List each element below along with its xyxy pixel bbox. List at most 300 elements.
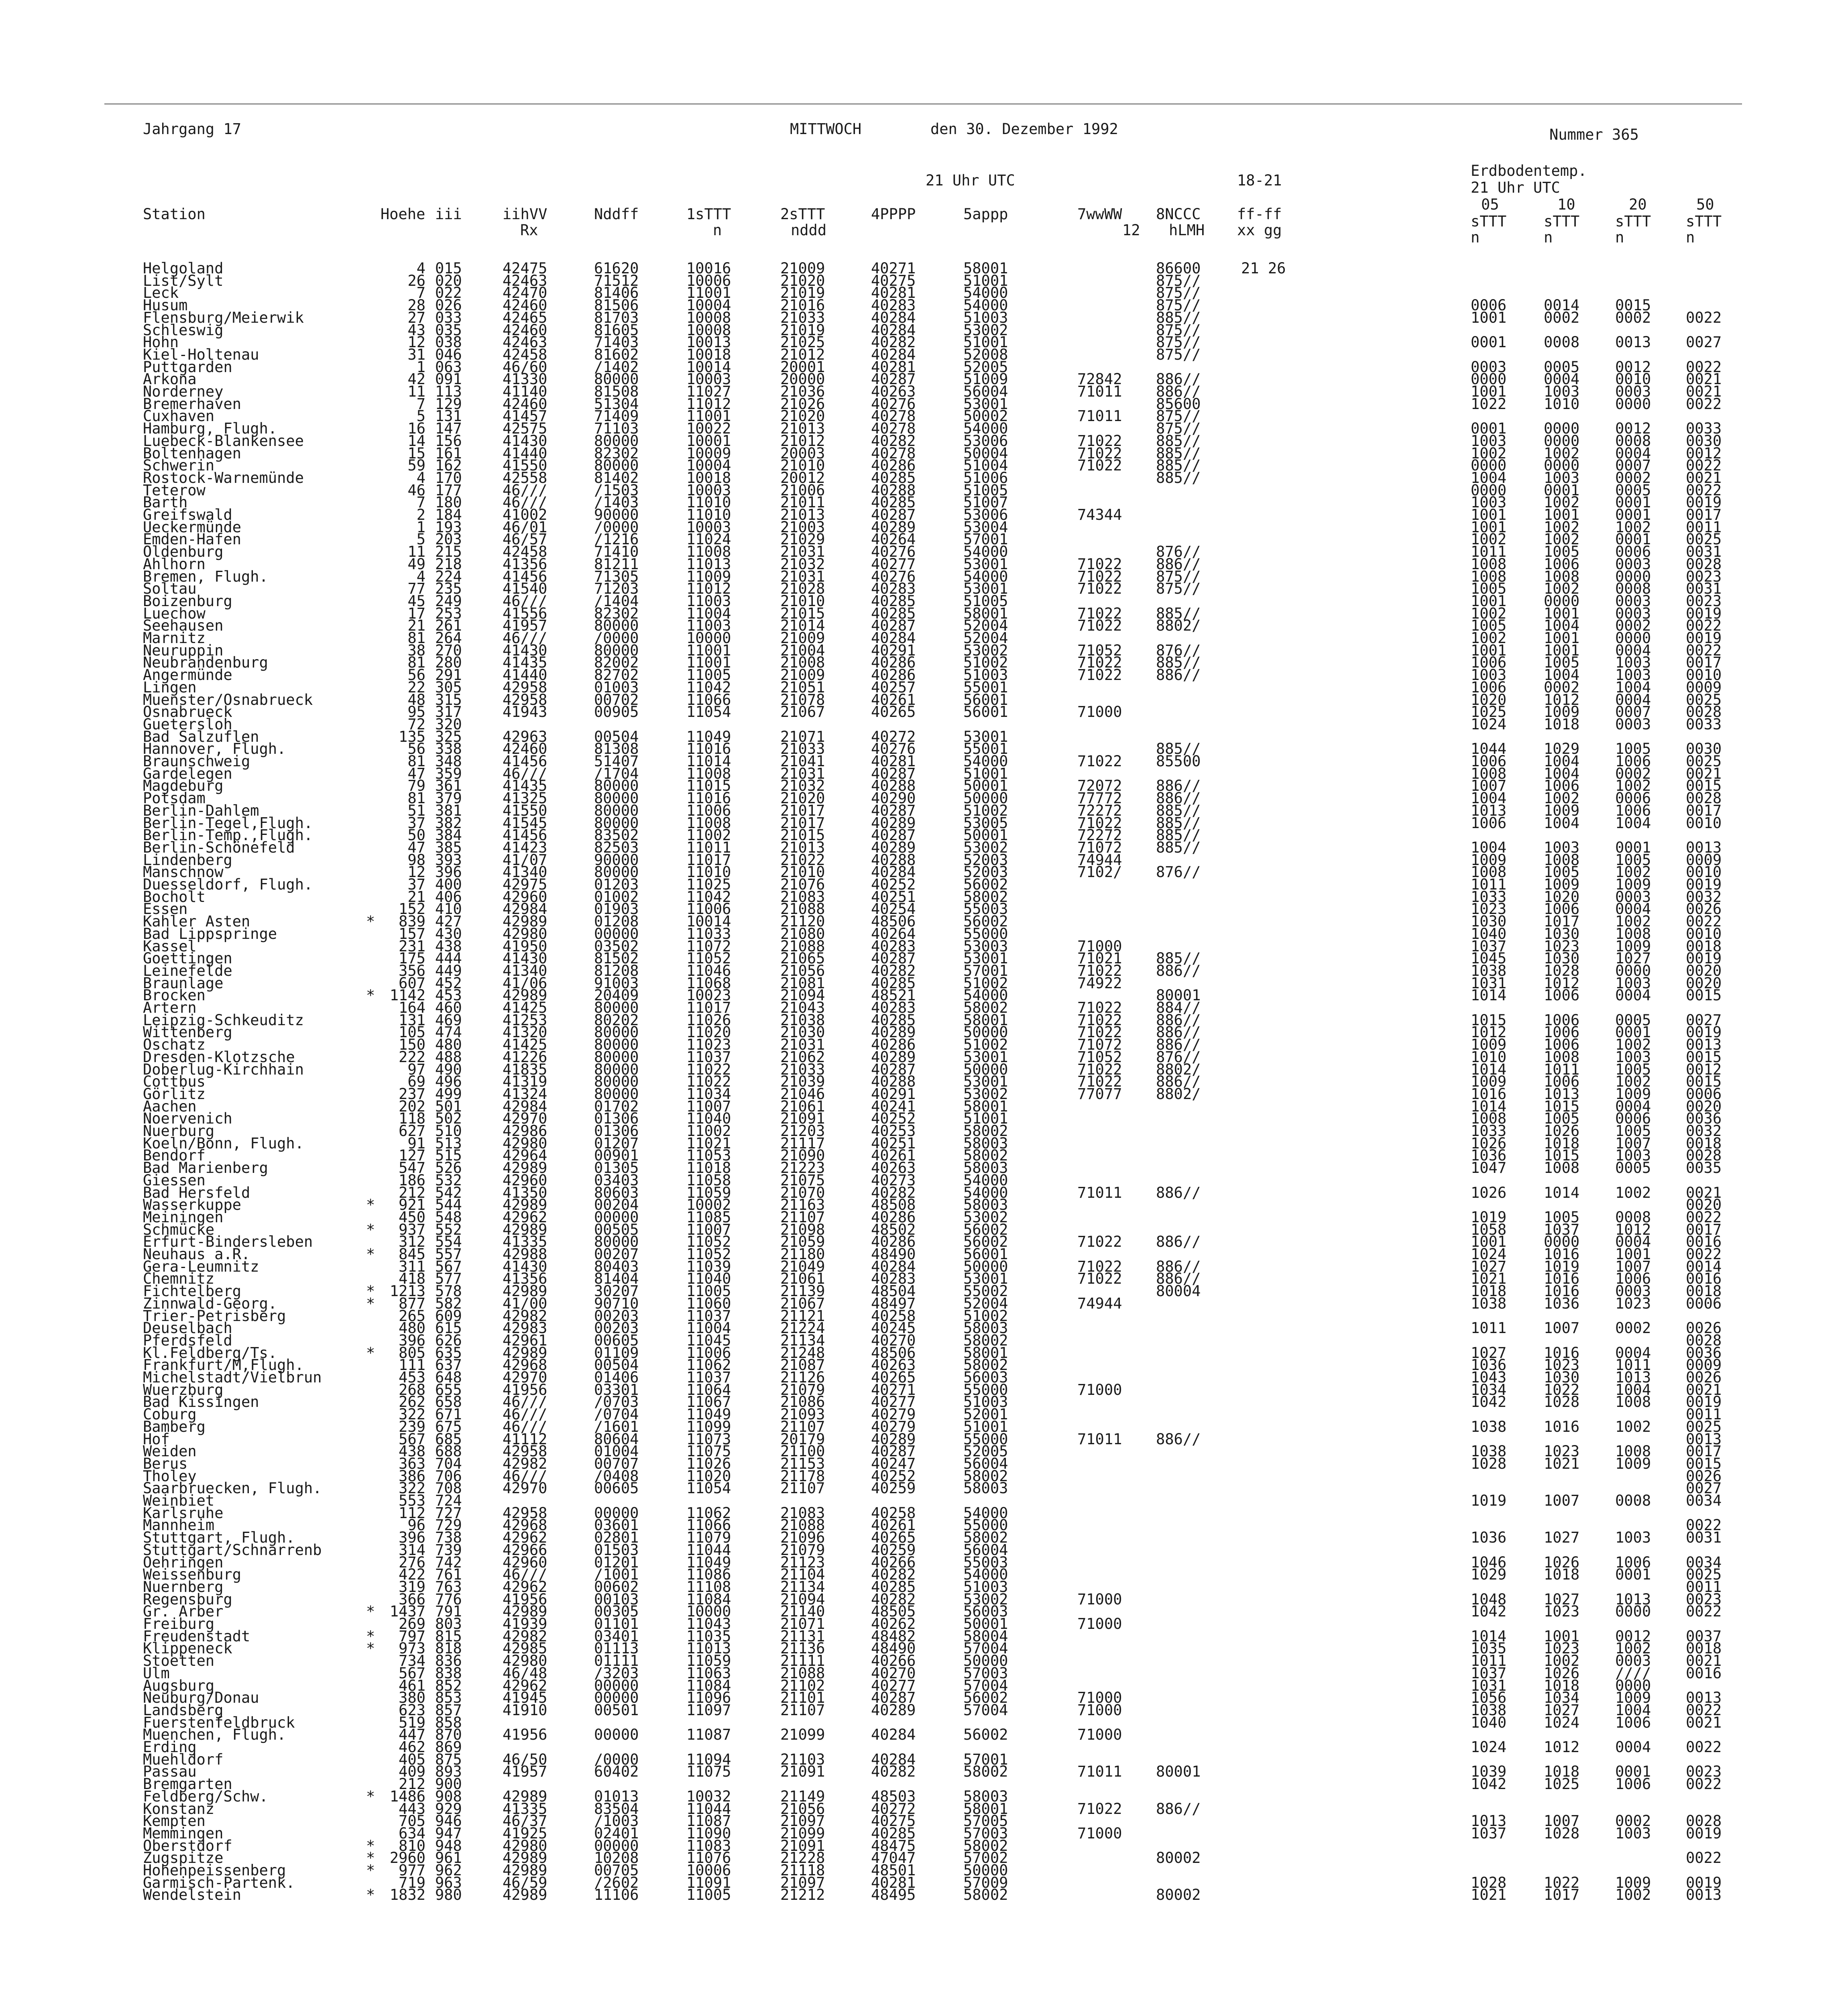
sttt1-value: 11002 bbox=[686, 1122, 731, 1140]
ww-value: 71072 bbox=[1077, 839, 1122, 856]
erd05-value: 1027 bbox=[1471, 1344, 1507, 1362]
sttt1-value: 10008 bbox=[686, 309, 731, 326]
sttt1-value: 11008 bbox=[686, 543, 731, 561]
erd10-value: 1006 bbox=[1544, 777, 1580, 795]
iii-value: 338 bbox=[435, 740, 462, 758]
erd50-value: 0019 bbox=[1686, 629, 1722, 647]
station-name: Wittenberg bbox=[143, 1024, 232, 1041]
appp-value: 56002 bbox=[963, 1726, 1008, 1744]
nddff-value: 80000 bbox=[594, 1036, 639, 1054]
erd10-value: 1003 bbox=[1544, 383, 1580, 400]
pppp-value: 48490 bbox=[871, 1640, 916, 1657]
hoehe-value: 422 bbox=[399, 1566, 425, 1584]
nddff-value: 90710 bbox=[594, 1295, 639, 1312]
table-row bbox=[0, 334, 1848, 351]
hoehe-value: 49 bbox=[407, 555, 425, 573]
erd50-value: 0018 bbox=[1686, 937, 1722, 955]
sttt1-value: 11043 bbox=[686, 1615, 731, 1632]
station-name: Oberstdorf bbox=[143, 1837, 232, 1854]
appp-value: 53004 bbox=[963, 518, 1008, 536]
iihvv-value: 42989 bbox=[503, 913, 547, 930]
erd50-value: 0036 bbox=[1686, 1344, 1722, 1362]
sttt1-value: 10022 bbox=[686, 420, 731, 438]
sttt1-value: 11010 bbox=[686, 494, 731, 511]
appp-value: 55003 bbox=[963, 1553, 1008, 1571]
appp-value: 58001 bbox=[963, 605, 1008, 622]
hoehe-value: 26 bbox=[407, 272, 425, 289]
iihvv-value: 46/// bbox=[503, 765, 547, 782]
iii-value: 501 bbox=[435, 1097, 462, 1115]
nddff-value: 01111 bbox=[594, 1652, 639, 1670]
appp-value: 57004 bbox=[963, 1640, 1008, 1657]
erd20-value: 1005 bbox=[1615, 740, 1651, 758]
station-name: Michelstadt/Vielbrun bbox=[143, 1369, 322, 1386]
appp-value: 52005 bbox=[963, 358, 1008, 376]
iihvv-value: 41425 bbox=[503, 1036, 547, 1054]
iihvv-value: 42985 bbox=[503, 1640, 547, 1657]
erd05-value: 0000 bbox=[1471, 457, 1507, 474]
iii-value: 156 bbox=[435, 432, 462, 450]
nddff-value: 80000 bbox=[594, 457, 639, 474]
table-row bbox=[0, 260, 1848, 277]
col-header-7wwww-sub: 12 bbox=[1122, 222, 1140, 239]
col-header-1sttt-sub: n bbox=[713, 222, 722, 239]
erd20-value: 1013 bbox=[1615, 1590, 1651, 1608]
nddff-value: 01004 bbox=[594, 1443, 639, 1460]
hoehe-value: 396 bbox=[399, 1529, 425, 1547]
iii-value: 706 bbox=[435, 1467, 462, 1485]
erd10-value: 1024 bbox=[1544, 1714, 1580, 1731]
erd50-value: 0021 bbox=[1686, 1381, 1722, 1398]
erd20-value: 1004 bbox=[1615, 1701, 1651, 1719]
nddff-value: 81402 bbox=[594, 469, 639, 486]
iii-value: 852 bbox=[435, 1677, 462, 1694]
erd10-value: 1028 bbox=[1544, 1393, 1580, 1411]
hoehe-value: 705 bbox=[399, 1812, 425, 1830]
appp-value: 57004 bbox=[963, 1701, 1008, 1719]
nddff-value: 02801 bbox=[594, 1529, 639, 1547]
erd10-value: 1020 bbox=[1544, 888, 1580, 906]
erd05-value: 1026 bbox=[1471, 1184, 1507, 1201]
nddff-value: 01702 bbox=[594, 1097, 639, 1115]
station-name: Schleswig bbox=[143, 321, 224, 339]
hoehe-value: 81 bbox=[407, 629, 425, 647]
nddff-value: /0000 bbox=[594, 629, 639, 647]
nddff-value: 71409 bbox=[594, 407, 639, 425]
sttt1-value: 11017 bbox=[686, 851, 731, 869]
iii-value: 729 bbox=[435, 1516, 462, 1534]
nddff-value: 00000 bbox=[594, 1208, 639, 1226]
iihvv-value: 41324 bbox=[503, 1085, 547, 1103]
sttt2-value: 21033 bbox=[780, 309, 825, 326]
nccc-value: 80002 bbox=[1156, 1849, 1201, 1867]
erd20-value: 0003 bbox=[1615, 888, 1651, 906]
erd05-value: 1001 bbox=[1471, 309, 1507, 326]
hoehe-value: 56 bbox=[407, 740, 425, 758]
erd50-value: 0015 bbox=[1686, 1073, 1722, 1091]
iii-value: 224 bbox=[435, 568, 462, 585]
iii-value: 038 bbox=[435, 334, 462, 351]
appp-value: 55003 bbox=[963, 900, 1008, 918]
sttt1-value: 10013 bbox=[686, 334, 731, 351]
nddff-value: 80000 bbox=[594, 863, 639, 881]
iii-value: 438 bbox=[435, 937, 462, 955]
nccc-value: 875// bbox=[1156, 297, 1201, 314]
hoehe-value: 312 bbox=[399, 1233, 425, 1251]
sttt2-value: 21020 bbox=[780, 272, 825, 289]
erd10-value: 1008 bbox=[1544, 1159, 1580, 1177]
nccc-value: 885// bbox=[1156, 654, 1201, 672]
iihvv-value: 46/60 bbox=[503, 358, 547, 376]
sttt1-value: 11021 bbox=[686, 1134, 731, 1152]
pppp-value: 40258 bbox=[871, 1504, 916, 1522]
erd20-value: 0002 bbox=[1615, 765, 1651, 782]
erd20-value: 1006 bbox=[1615, 1270, 1651, 1288]
nccc-value: 886// bbox=[1156, 1184, 1201, 1201]
table-row bbox=[0, 1319, 1848, 1337]
nddff-value: 81404 bbox=[594, 1270, 639, 1288]
table-row bbox=[0, 1824, 1848, 1842]
station-name: Gr. Arber bbox=[143, 1603, 224, 1620]
iii-value: 582 bbox=[435, 1295, 462, 1312]
mountain-marker: * bbox=[366, 1886, 375, 1904]
iihvv-value: 41/07 bbox=[503, 851, 547, 869]
station-name: Bad Salzuflen bbox=[143, 728, 259, 745]
sttt1-value: 11063 bbox=[686, 1664, 731, 1682]
station-name: Oehringen bbox=[143, 1553, 224, 1571]
station-name: Teterow bbox=[143, 481, 206, 499]
iii-value: 857 bbox=[435, 1701, 462, 1719]
iii-value: 791 bbox=[435, 1603, 462, 1620]
iii-value: 033 bbox=[435, 309, 462, 326]
iihvv-value: 42989 bbox=[503, 1159, 547, 1177]
sttt2-value: 21004 bbox=[780, 641, 825, 659]
iii-value: 215 bbox=[435, 543, 462, 561]
erd50-value: 0021 bbox=[1686, 1184, 1722, 1201]
station-name: Ueckermünde bbox=[143, 518, 242, 536]
nccc-value: 80004 bbox=[1156, 1282, 1201, 1300]
erd50-value: 0026 bbox=[1686, 1467, 1722, 1485]
iihvv-value: 42970 bbox=[503, 1369, 547, 1386]
iii-value: 818 bbox=[435, 1640, 462, 1657]
pppp-value: 40287 bbox=[871, 765, 916, 782]
appp-value: 55000 bbox=[963, 1430, 1008, 1448]
ww-value: 72072 bbox=[1077, 777, 1122, 795]
appp-value: 52004 bbox=[963, 629, 1008, 647]
nddff-value: /0704 bbox=[594, 1406, 639, 1423]
iihvv-value: 41320 bbox=[503, 1024, 547, 1041]
iii-value: 776 bbox=[435, 1590, 462, 1608]
iihvv-value: 42558 bbox=[503, 469, 547, 486]
table-row bbox=[0, 1455, 1848, 1472]
sttt2-value: 21107 bbox=[780, 1208, 825, 1226]
erd50-value: 0028 bbox=[1686, 1331, 1722, 1349]
erd10-value: 1009 bbox=[1544, 876, 1580, 893]
table-row bbox=[0, 987, 1848, 1004]
iii-value: 554 bbox=[435, 1233, 462, 1251]
iihvv-value: 41340 bbox=[503, 962, 547, 979]
erd10-value: 1002 bbox=[1544, 1652, 1580, 1670]
erd50-value: 0025 bbox=[1686, 1418, 1722, 1435]
nccc-value: 875// bbox=[1156, 420, 1201, 438]
erd20-value: 1003 bbox=[1615, 654, 1651, 672]
table-row bbox=[0, 1418, 1848, 1435]
sttt1-value: 11033 bbox=[686, 925, 731, 942]
sttt1-value: 11073 bbox=[686, 1430, 731, 1448]
col-header-2sttt-sub: nddd bbox=[791, 222, 827, 239]
sttt2-value: 21033 bbox=[780, 740, 825, 758]
appp-value: 50000 bbox=[963, 1258, 1008, 1275]
nddff-value: 01207 bbox=[594, 1134, 639, 1152]
sttt2-value: 21022 bbox=[780, 851, 825, 869]
hoehe-value: 12 bbox=[407, 863, 425, 881]
nccc-value: 885// bbox=[1156, 950, 1201, 967]
hoehe-value: 450 bbox=[399, 1208, 425, 1226]
sttt2-value: 21123 bbox=[780, 1553, 825, 1571]
sttt1-value: 11001 bbox=[686, 284, 731, 302]
sttt1-value: 10014 bbox=[686, 913, 731, 930]
sttt2-value: 21079 bbox=[780, 1381, 825, 1398]
erd20-value: 0008 bbox=[1615, 580, 1651, 598]
iii-value: 400 bbox=[435, 876, 462, 893]
erd10-value: 1013 bbox=[1544, 1085, 1580, 1103]
nddff-value: 30207 bbox=[594, 1282, 639, 1300]
iii-value: 453 bbox=[435, 987, 462, 1004]
appp-value: 55000 bbox=[963, 925, 1008, 942]
sttt2-value: 21101 bbox=[780, 1689, 825, 1707]
erd50-value: 0022 bbox=[1686, 1516, 1722, 1534]
hoehe-value: 269 bbox=[399, 1615, 425, 1632]
nccc-value: 8802/ bbox=[1156, 1085, 1201, 1103]
sttt2-value: 21094 bbox=[780, 1590, 825, 1608]
iii-value: 022 bbox=[435, 284, 462, 302]
appp-value: 51009 bbox=[963, 370, 1008, 388]
station-name: Doberlug-Kirchhain bbox=[143, 1060, 304, 1078]
erd05-value: 1043 bbox=[1471, 1369, 1507, 1386]
nddff-value: 20409 bbox=[594, 987, 639, 1004]
station-name: Koeln/Bonn, Flugh. bbox=[143, 1134, 304, 1152]
erd50-value: 0022 bbox=[1686, 457, 1722, 474]
sttt2-value: 21013 bbox=[780, 506, 825, 523]
iihvv-value: 42966 bbox=[503, 1541, 547, 1559]
hoehe-value: 15 bbox=[407, 444, 425, 462]
iihvv-value: 41956 bbox=[503, 1726, 547, 1744]
nddff-value: 01201 bbox=[594, 1553, 639, 1571]
hoehe-value: 386 bbox=[399, 1467, 425, 1485]
sttt1-value: 11083 bbox=[686, 1837, 731, 1854]
station-name: Schwerin bbox=[143, 457, 215, 474]
station-name: Artern bbox=[143, 999, 197, 1016]
ww-value: 71021 bbox=[1077, 950, 1122, 967]
erd05-value: 1009 bbox=[1471, 851, 1507, 869]
iii-value: 382 bbox=[435, 814, 462, 832]
hoehe-value: 443 bbox=[399, 1800, 425, 1818]
sttt1-value: 10006 bbox=[686, 1862, 731, 1879]
erd10-value: 1018 bbox=[1544, 1763, 1580, 1781]
pppp-value: 48503 bbox=[871, 1787, 916, 1805]
appp-value: 58002 bbox=[963, 1147, 1008, 1164]
sttt1-value: 11066 bbox=[686, 1516, 731, 1534]
erd10-value: 1022 bbox=[1544, 1874, 1580, 1891]
iihvv-value: 42989 bbox=[503, 1849, 547, 1867]
station-name: Lindenberg bbox=[143, 851, 232, 869]
pppp-value: 40289 bbox=[871, 814, 916, 832]
pppp-value: 40276 bbox=[871, 568, 916, 585]
sttt1-value: 11024 bbox=[686, 531, 731, 548]
pppp-value: 40289 bbox=[871, 518, 916, 536]
appp-value: 52003 bbox=[963, 851, 1008, 869]
erd50-value: 0021 bbox=[1686, 765, 1722, 782]
col-header-ff: ff-ff bbox=[1237, 206, 1282, 223]
nddff-value: 80000 bbox=[594, 641, 639, 659]
nddff-value: 83502 bbox=[594, 826, 639, 844]
station-name: Magdeburg bbox=[143, 777, 224, 795]
station-name: Muenster/Osnabrueck bbox=[143, 691, 313, 708]
hoehe-value: 27 bbox=[407, 309, 425, 326]
sttt2-value: 21025 bbox=[780, 334, 825, 351]
iii-value: 193 bbox=[435, 518, 462, 536]
issue-number: Nummer 365 bbox=[1549, 126, 1639, 143]
appp-value: 57003 bbox=[963, 1664, 1008, 1682]
erd10-value: 1019 bbox=[1544, 1258, 1580, 1275]
iii-value: 162 bbox=[435, 457, 462, 474]
erd50-value: 0006 bbox=[1686, 1085, 1722, 1103]
col-header-erd-n-05: n bbox=[1471, 229, 1480, 246]
pppp-value: 40281 bbox=[871, 284, 916, 302]
nccc-value: 885// bbox=[1156, 740, 1201, 758]
pppp-value: 40257 bbox=[871, 678, 916, 696]
ww-value: 71022 bbox=[1077, 1073, 1122, 1091]
pppp-value: 40282 bbox=[871, 962, 916, 979]
iii-value: 853 bbox=[435, 1689, 462, 1707]
nddff-value: /1003 bbox=[594, 1812, 639, 1830]
iihvv-value: 41435 bbox=[503, 777, 547, 795]
iihvv-value: 41440 bbox=[503, 444, 547, 462]
appp-value: 51001 bbox=[963, 334, 1008, 351]
station-name: Gera-Leumnitz bbox=[143, 1258, 259, 1275]
sttt2-value: 21010 bbox=[780, 592, 825, 610]
sttt2-value: 21067 bbox=[780, 1295, 825, 1312]
station-name: Erfurt-Bindersleben bbox=[143, 1233, 313, 1251]
iii-value: 385 bbox=[435, 839, 462, 856]
appp-value: 51002 bbox=[963, 802, 1008, 819]
mountain-marker: * bbox=[366, 1849, 375, 1867]
iii-value: 900 bbox=[435, 1775, 462, 1793]
erd50-value: 0019 bbox=[1686, 1393, 1722, 1411]
sttt1-value: 10018 bbox=[686, 469, 731, 486]
iii-value: 131 bbox=[435, 407, 462, 425]
erd20-value: 0004 bbox=[1615, 1738, 1651, 1756]
nccc-value: 80001 bbox=[1156, 1763, 1201, 1781]
date-label: den 30. Dezember 1992 bbox=[930, 120, 1118, 138]
erd50-value: 0028 bbox=[1686, 1812, 1722, 1830]
sttt2-value: 21096 bbox=[780, 1529, 825, 1547]
nddff-value: 03401 bbox=[594, 1627, 639, 1645]
hoehe-value: 69 bbox=[407, 1073, 425, 1091]
hoehe-value: 797 bbox=[399, 1627, 425, 1645]
pppp-value: 40277 bbox=[871, 1393, 916, 1411]
pppp-value: 40281 bbox=[871, 358, 916, 376]
appp-value: 52008 bbox=[963, 346, 1008, 363]
sttt2-value: 21097 bbox=[780, 1874, 825, 1891]
col-header-erd-sttt-50: sTTT bbox=[1686, 213, 1722, 230]
erd10-value: 1022 bbox=[1544, 1381, 1580, 1398]
iihvv-value: 41550 bbox=[503, 457, 547, 474]
sttt2-value: 21136 bbox=[780, 1640, 825, 1657]
iii-value: 510 bbox=[435, 1122, 462, 1140]
hoehe-value: 418 bbox=[399, 1270, 425, 1288]
erd20-value: 0003 bbox=[1615, 383, 1651, 400]
sttt1-value: 11004 bbox=[686, 1319, 731, 1337]
nddff-value: 00505 bbox=[594, 1221, 639, 1238]
station-name: List/Sylt bbox=[143, 272, 224, 289]
mountain-marker: * bbox=[366, 1282, 375, 1300]
erd50-value: 0037 bbox=[1686, 1627, 1722, 1645]
erd10-value: 1030 bbox=[1544, 950, 1580, 967]
erd20-value: 0000 bbox=[1615, 395, 1651, 413]
sttt1-value: 11058 bbox=[686, 1171, 731, 1189]
nccc-value: 886// bbox=[1156, 383, 1201, 400]
appp-value: 53001 bbox=[963, 1073, 1008, 1091]
iii-value: 557 bbox=[435, 1246, 462, 1263]
station-name: Bamberg bbox=[143, 1418, 206, 1435]
col-header-erd-sttt-10: sTTT bbox=[1544, 213, 1580, 230]
ww-value: 71022 bbox=[1077, 753, 1122, 770]
erd10-value: 1006 bbox=[1544, 900, 1580, 918]
sttt2-value: 21091 bbox=[780, 1110, 825, 1128]
sttt2-value: 21178 bbox=[780, 1467, 825, 1485]
hoehe-value: 28 bbox=[407, 297, 425, 314]
col-header-erd-20: 20 bbox=[1629, 196, 1647, 213]
station-name: Augsburg bbox=[143, 1677, 215, 1694]
appp-value: 58002 bbox=[963, 999, 1008, 1016]
station-name: Weissenburg bbox=[143, 1566, 242, 1584]
erd05-value: 1036 bbox=[1471, 1356, 1507, 1374]
erd10-value: 1016 bbox=[1544, 1282, 1580, 1300]
erd10-value: 1002 bbox=[1544, 494, 1580, 511]
erd50-value: 0032 bbox=[1686, 888, 1722, 906]
pppp-value: 40282 bbox=[871, 334, 916, 351]
nddff-value: 71512 bbox=[594, 272, 639, 289]
nddff-value: 91003 bbox=[594, 974, 639, 992]
sttt1-value: 11059 bbox=[686, 1652, 731, 1670]
pppp-value: 40287 bbox=[871, 826, 916, 844]
iii-value: 379 bbox=[435, 790, 462, 807]
hoehe-value: 47 bbox=[407, 765, 425, 782]
hoehe-value: 438 bbox=[399, 1443, 425, 1460]
pppp-value: 40275 bbox=[871, 272, 916, 289]
erd10-value: 1018 bbox=[1544, 715, 1580, 733]
erd50-value: 0031 bbox=[1686, 1529, 1722, 1547]
hoehe-value: 380 bbox=[399, 1689, 425, 1707]
nccc-value: 875// bbox=[1156, 407, 1201, 425]
nddff-value: 83504 bbox=[594, 1800, 639, 1818]
hoehe-value: 37 bbox=[407, 876, 425, 893]
pppp-value: 40278 bbox=[871, 444, 916, 462]
appp-value: 58002 bbox=[963, 1331, 1008, 1349]
nddff-value: 80000 bbox=[594, 370, 639, 388]
nddff-value: /3203 bbox=[594, 1664, 639, 1682]
station-name: Deuselbach bbox=[143, 1319, 232, 1337]
nddff-value: 51304 bbox=[594, 395, 639, 413]
station-name: Regensburg bbox=[143, 1590, 232, 1608]
sttt1-value: 11049 bbox=[686, 1553, 731, 1571]
appp-value: 51005 bbox=[963, 592, 1008, 610]
iihvv-value: 42970 bbox=[503, 1480, 547, 1497]
erd10-value: 0014 bbox=[1544, 297, 1580, 314]
erd05-value: 1004 bbox=[1471, 839, 1507, 856]
hoehe-value: 314 bbox=[399, 1541, 425, 1559]
